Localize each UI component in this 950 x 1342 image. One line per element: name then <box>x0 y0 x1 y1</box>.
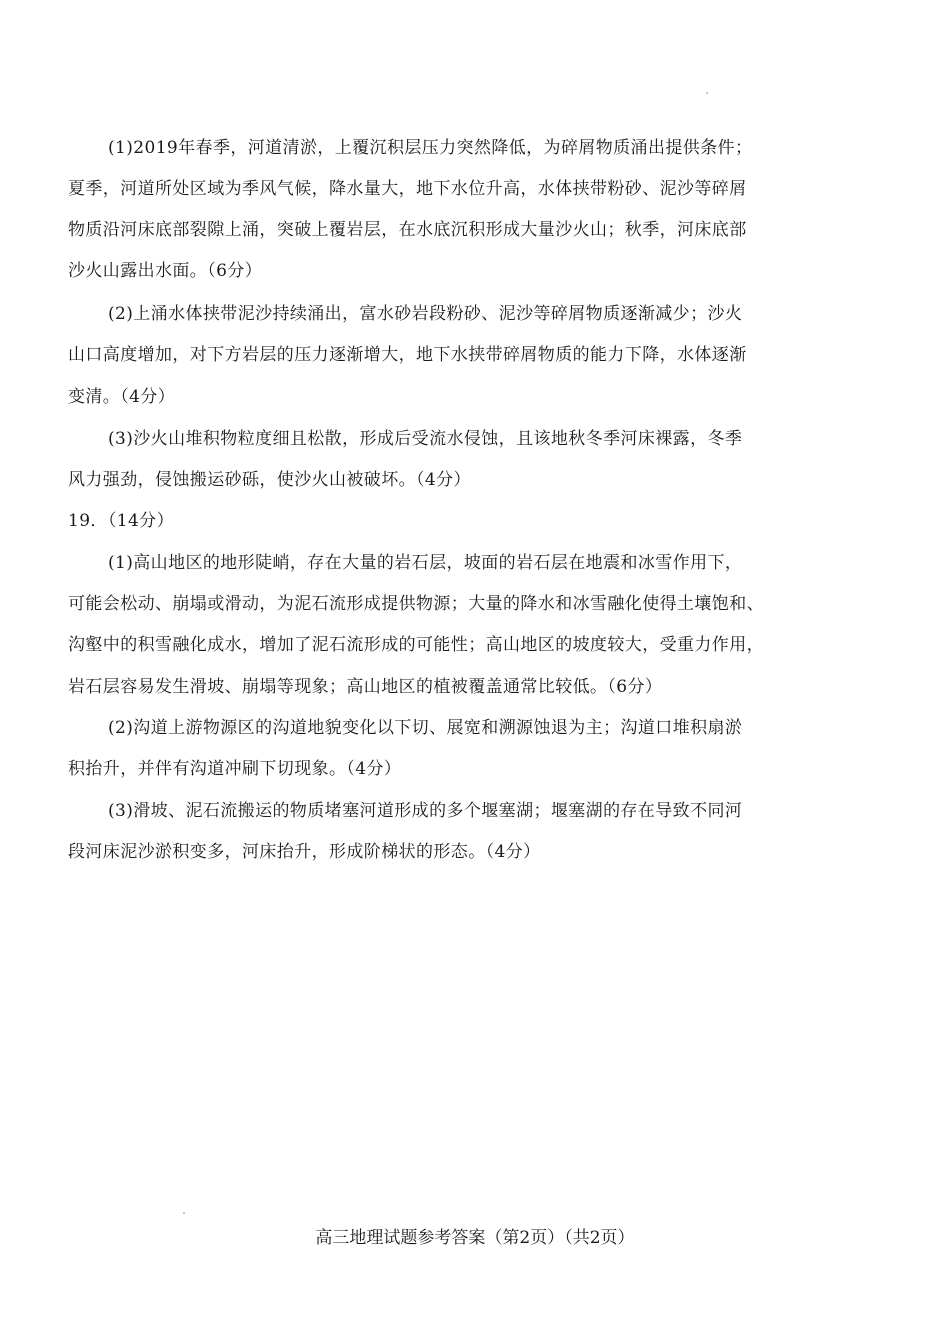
q18-part1-line1: (1)2019年春季，河道清淤，上覆沉积层压力突然降低，为碎屑物质涌出提供条件； <box>108 138 753 158</box>
scan-speck <box>183 1212 185 1214</box>
q19-part3-line2: 段河床泥沙淤积变多，河床抬升，形成阶梯状的形态。（4分） <box>68 842 541 862</box>
q19-part2-line2: 积抬升，并伴有沟道冲刷下切现象。（4分） <box>68 759 402 779</box>
q19-part1-line4: 岩石层容易发生滑坡、崩塌等现象；高山地区的植被覆盖通常比较低。（6分） <box>68 677 663 697</box>
q19-part1-line1: (1)高山地区的地形陡峭，存在大量的岩石层，坡面的岩石层在地震和冰雪作用下， <box>108 553 743 573</box>
q19-part2-line1: (2)沟道上游物源区的沟道地貌变化以下切、展宽和溯源蚀退为主；沟道口堆积扇淤 <box>108 718 743 738</box>
q18-part3-line2: 风力强劲，侵蚀搬运砂砾，使沙火山被破坏。（4分） <box>68 470 471 490</box>
q18-part2-line3: 变清。（4分） <box>68 387 176 407</box>
q19-part1-line3: 沟壑中的积雪融化成水，增加了泥石流形成的可能性；高山地区的坡度较大，受重力作用， <box>68 635 764 655</box>
q18-part2-line1: (2)上涌水体挟带泥沙持续涌出，富水砂岩段粉砂、泥沙等碎屑物质逐渐减少；沙火 <box>108 304 743 324</box>
page-footer: 高三地理试题参考答案（第2页）（共2页） <box>315 1228 635 1248</box>
scan-speck <box>706 92 708 94</box>
q18-part1-line2: 夏季，河道所处区域为季风气候，降水量大，地下水位升高，水体挟带粉砂、泥沙等碎屑 <box>68 179 747 199</box>
q18-part1-line3: 物质沿河床底部裂隙上涌，突破上覆岩层，在水底沉积形成大量沙火山；秋季，河床底部 <box>68 220 747 240</box>
q18-part2-line2: 山口高度增加，对下方岩层的压力逐渐增大，地下水挟带碎屑物质的能力下降，水体逐渐 <box>68 345 747 365</box>
q19-heading: 19．（14分） <box>68 511 174 531</box>
q19-part3-line1: (3)滑坡、泥石流搬运的物质堵塞河道形成的多个堰塞湖；堰塞湖的存在导致不同河 <box>108 801 743 821</box>
q18-part1-line4: 沙火山露出水面。（6分） <box>68 261 263 281</box>
q18-part3-line1: (3)沙火山堆积物粒度细且松散，形成后受流水侵蚀，且该地秋冬季河床裸露，冬季 <box>108 429 743 449</box>
q19-part1-line2: 可能会松动、崩塌或滑动，为泥石流形成提供物源；大量的降水和冰雪融化使得土壤饱和、 <box>68 594 764 614</box>
